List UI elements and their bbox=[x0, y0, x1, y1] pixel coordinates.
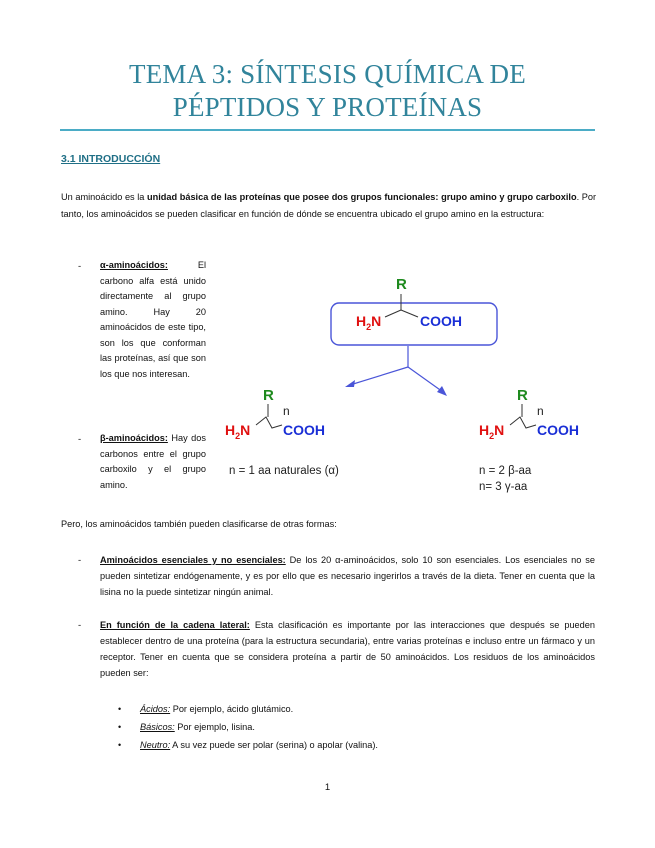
left-r-label: R bbox=[263, 387, 274, 404]
top-carboxyl: COOH bbox=[420, 313, 462, 329]
intro-text-start: Un aminoácido es la bbox=[61, 192, 148, 202]
page-number: 1 bbox=[324, 782, 331, 793]
bullet-acidic bbox=[140, 704, 293, 714]
bullet-basic bbox=[140, 722, 255, 732]
title-line-1: TEMA 3: SÍNTESIS QUÍMICA DE bbox=[129, 59, 526, 89]
right-carboxyl: COOH bbox=[537, 422, 579, 438]
intro-text-bold: unidad básica de las proteínas que posee dos grupos funcionales: grupo amino y grupo carboxilo bbox=[147, 192, 577, 202]
alpha-term: α-aminoácidos: bbox=[100, 260, 168, 270]
essential-text: De los 20 α-aminoácidos, solo 10 son esenciales. Los esenciales no se pueden sintetizar endógenamente, y es por ello que es necesario ingerirlos a través de la dieta. Tener en cuenta que la lisina no la puede sintetizar ningún animal. bbox=[100, 555, 595, 597]
acidic-term: Ácidos: bbox=[140, 704, 171, 714]
left-carboxyl: COOH bbox=[283, 422, 325, 438]
arrow-right-head bbox=[437, 386, 447, 396]
bullet-dot: • bbox=[118, 704, 122, 714]
beta-text: Hay dos carbonos entre el grupo carboxilo y el grupo amino. bbox=[100, 433, 206, 490]
acidic-text: Por ejemplo, ácido glutámico. bbox=[170, 704, 294, 714]
list-item-essential bbox=[100, 552, 595, 600]
bullet-dot: • bbox=[118, 722, 122, 732]
left-amine: $H_2N$ bbox=[225, 422, 251, 441]
right-r-label: R bbox=[517, 387, 528, 404]
right-caption-2: n= 3 γ-aa bbox=[479, 481, 528, 493]
basic-term: Básicos: bbox=[140, 722, 175, 732]
right-caption-1: n = 2 β-aa bbox=[479, 465, 532, 477]
alpha-text: El carbono alfa está unido directamente al grupo amino. Hay 20 aminoácidos de este tipo, son los que conforman las proteínas, así que son los que nos interesan. bbox=[100, 260, 206, 379]
essential-term: Aminoácidos esenciales y no esenciales: bbox=[100, 555, 286, 565]
left-n-label: n bbox=[283, 404, 290, 418]
top-right-bond bbox=[401, 310, 418, 317]
neutral-term: Neutro: bbox=[140, 740, 171, 750]
section-heading: 3.1 INTRODUCCIÓN bbox=[61, 153, 161, 165]
list-dash: - bbox=[78, 434, 82, 445]
right-amine: $H_2N$ bbox=[479, 422, 505, 441]
right-n-label: n bbox=[537, 404, 544, 418]
top-r-label: R bbox=[396, 276, 407, 293]
side-chain-term: En función de la cadena lateral: bbox=[100, 620, 250, 630]
list-dash: - bbox=[78, 620, 82, 631]
beta-term: β-aminoácidos: bbox=[100, 433, 168, 443]
title-line-2: PÉPTIDOS Y PROTEÍNAS bbox=[172, 92, 483, 122]
list-dash: - bbox=[78, 261, 82, 272]
top-amine: $H_2N$ bbox=[356, 313, 382, 332]
side-chain-text: Esta clasificación es importante por las interacciones que después se pueden establecer dentro de una proteína (para la estructura secundaria), entre varias proteínas e incluso entre un fármaco y un receptor. Tener en cuenta que se considera proteína a partir de 50 aminoácidos. Los residuos de los aminoácidos pueden ser: bbox=[100, 620, 595, 678]
left-chain-bond bbox=[256, 417, 282, 428]
basic-text: Por ejemplo, lisina. bbox=[174, 722, 255, 732]
neutral-text: A su vez puede ser polar (serina) o apolar (valina). bbox=[170, 740, 378, 750]
list-item-side-chain bbox=[100, 617, 595, 681]
intro-text-end: . Por tanto, los aminoácidos se pueden clasificar en función de dónde se encuentra ubicado el grupo amino en la estructura: bbox=[61, 192, 597, 219]
left-caption: n = 1 aa naturales (α) bbox=[229, 465, 339, 477]
list-dash: - bbox=[78, 555, 82, 566]
other-classifications-intro: Pero, los aminoácidos también pueden clasificarse de otras formas: bbox=[61, 519, 337, 529]
arrow-left-head bbox=[345, 380, 355, 387]
arrow-right bbox=[408, 367, 443, 392]
top-left-bond bbox=[385, 310, 401, 317]
right-chain-bond bbox=[510, 417, 536, 428]
bullet-neutral bbox=[140, 740, 378, 750]
arrow-left bbox=[350, 367, 408, 385]
bullet-dot: • bbox=[118, 740, 122, 750]
